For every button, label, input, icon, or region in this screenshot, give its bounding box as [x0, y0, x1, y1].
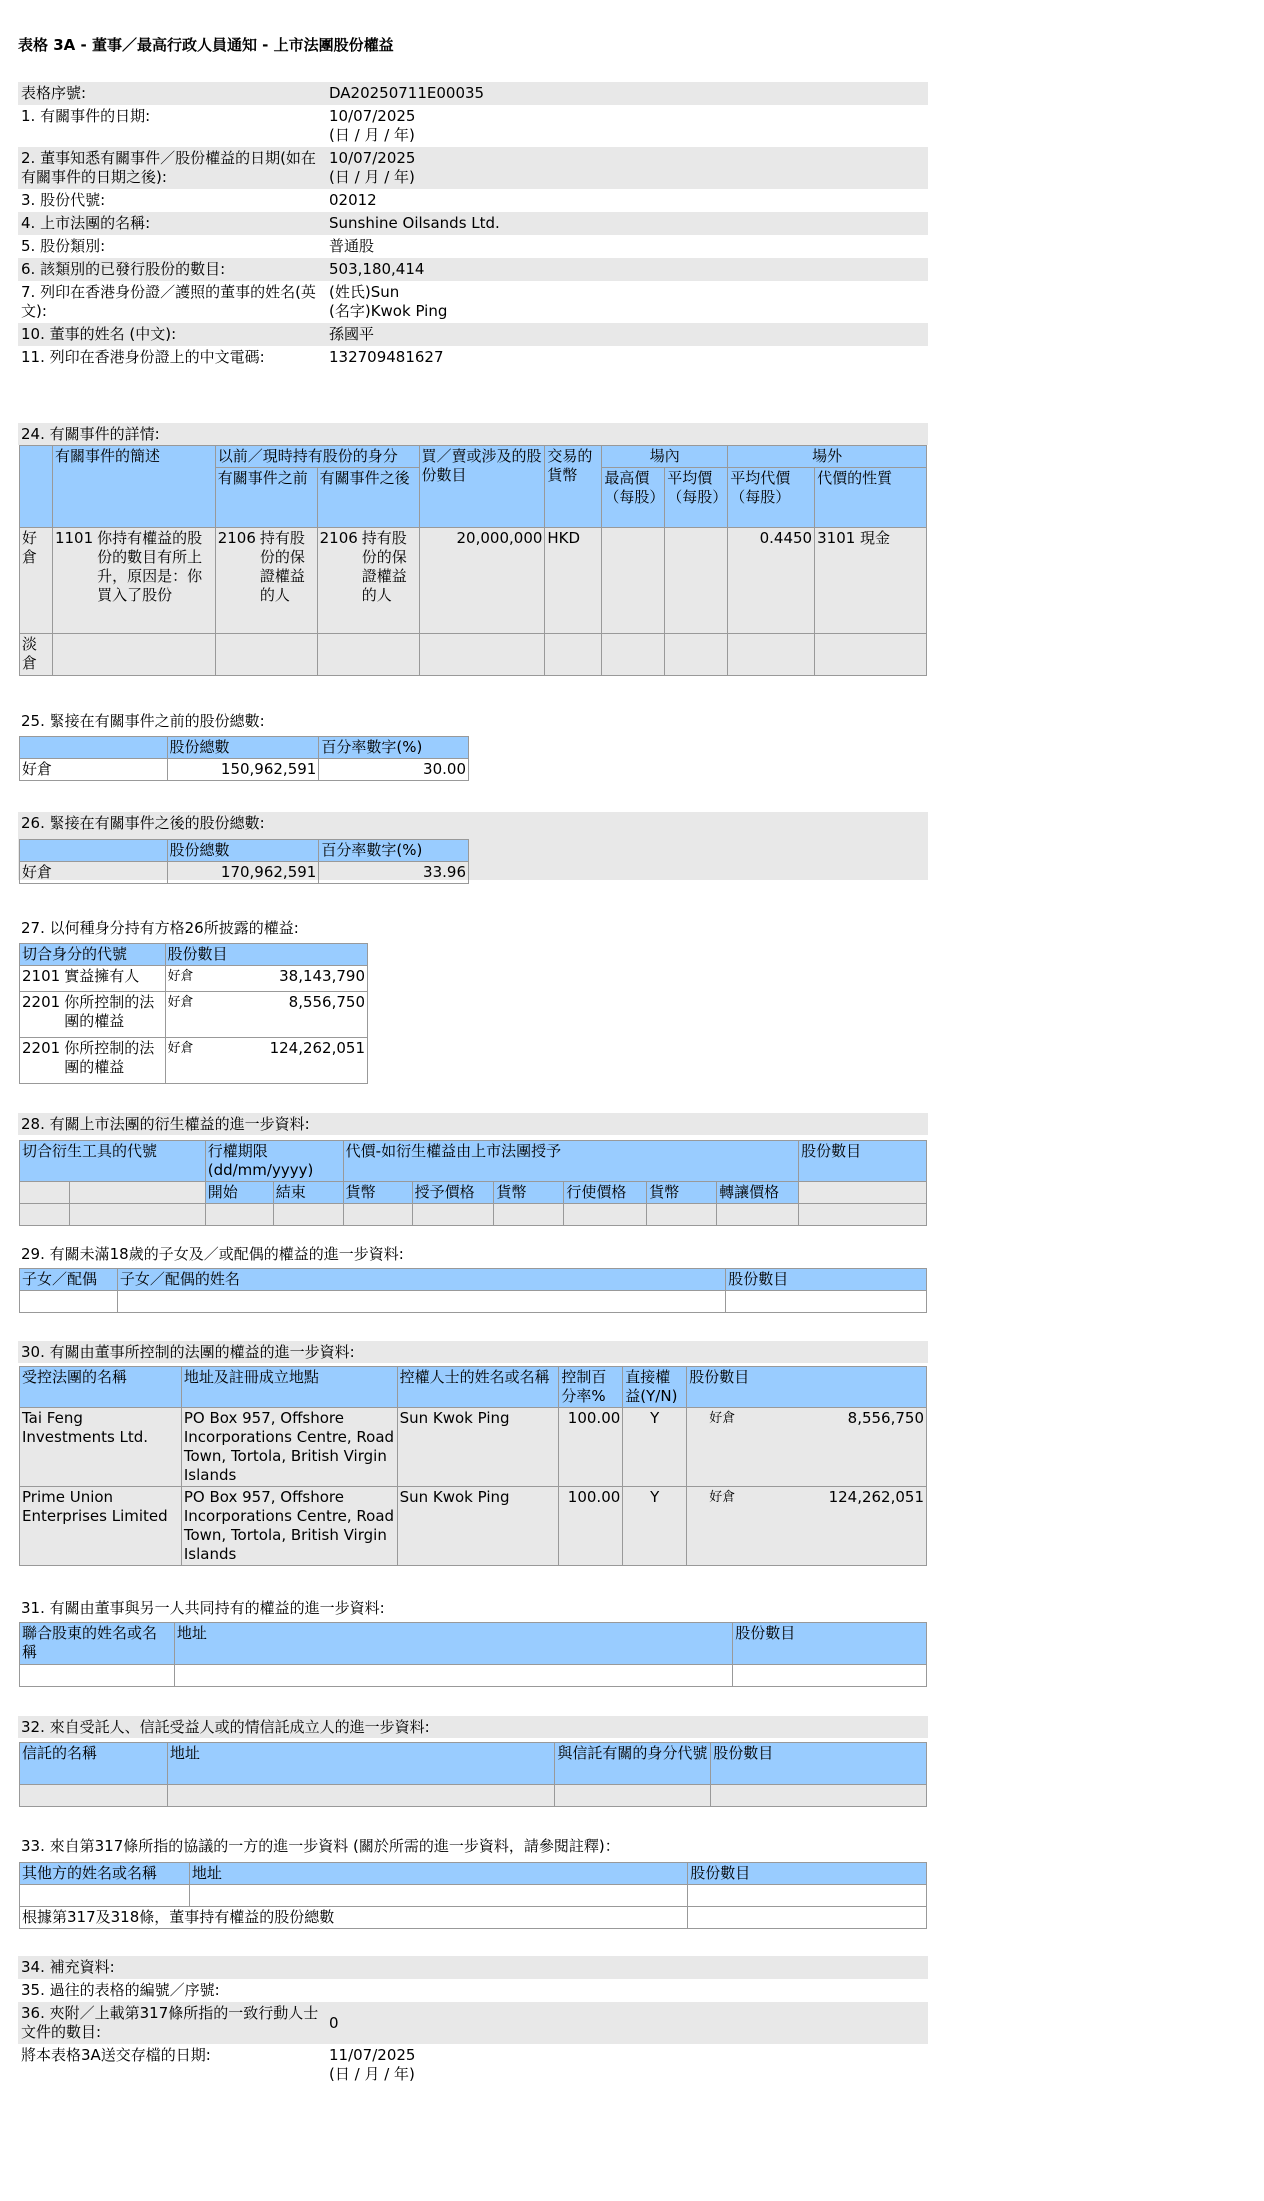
footer-info-table [18, 1956, 928, 2086]
col-derivative-code: 切合衍生工具的代號 [20, 1141, 206, 1182]
col-address: 地址 [174, 1623, 732, 1665]
info-value: 503,180,414 [329, 260, 425, 278]
section-24-heading: 24. 有關事件的詳情: [18, 423, 928, 445]
col-shares: 股份數目 [799, 1141, 927, 1182]
capacity-code: 2201 [22, 993, 61, 1011]
col-relation: 子女／配偶 [20, 1269, 118, 1291]
section-30-table [19, 1366, 927, 1566]
before-code: 2106 [217, 529, 256, 547]
section-27-table [19, 943, 368, 1084]
after-code: 2106 [319, 529, 358, 547]
corp-address: PO Box 957, Offshore Incorporations Centre, Road Town, Tortola, British Virgin Islands [181, 1408, 397, 1487]
capacity-row [20, 966, 368, 992]
section-24-table [19, 445, 927, 676]
col-shares: 股份數目 [688, 1863, 927, 1885]
section-33-table [19, 1862, 927, 1929]
col-off-exchange: 場外 [728, 446, 927, 468]
info-value: 普通股 [329, 237, 375, 255]
info-value [326, 1979, 928, 2002]
col-consideration-nature: 代價的性質 [815, 468, 927, 528]
section-27-heading: 27. 以何種身分持有方格26所披露的權益: [21, 919, 299, 937]
section-31-heading: 31. 有關由董事與另一人共同持有的權益的進一步資料: [21, 1599, 385, 1617]
info-value: DA20250711E00035 [329, 84, 485, 102]
info-value [326, 1956, 928, 1979]
direct-interest: Y [623, 1408, 687, 1487]
event-desc: 你持有權益的股份的數目有所上升，原因是：你買入了股份 [97, 529, 203, 604]
position-label: 好倉 [709, 1411, 736, 1426]
filing-date-value: 11/07/2025 [329, 2046, 416, 2064]
col-after: 有關事件之後 [317, 468, 419, 528]
info-value: 10/07/2025 [329, 149, 416, 167]
average-consideration-value: 0.4450 [728, 528, 815, 634]
position-label: 好倉 [20, 759, 168, 781]
position-label: 好倉 [167, 969, 194, 984]
section-29-heading: 29. 有關未滿18歲的子女及／或配偶的權益的進一步資料: [21, 1245, 404, 1263]
info-row [18, 1956, 928, 1979]
long-position-row [20, 528, 927, 634]
info-value: 孫國平 [329, 325, 375, 343]
info-table [18, 82, 928, 369]
position-label: 好倉 [167, 995, 194, 1010]
col-before: 有關事件之前 [215, 468, 317, 528]
direct-interest: Y [623, 1487, 687, 1566]
position-label: 好倉 [20, 862, 168, 884]
col-shares: 股份數目 [165, 944, 367, 966]
col-capacity-code: 切合身分的代號 [20, 944, 166, 966]
info-label: 2. 董事知悉有關事件／股份權益的日期(如在有關事件的日期之後): [21, 149, 316, 186]
controller-name: Sun Kwok Ping [397, 1408, 559, 1487]
col-event-desc: 有關事件的簡述 [52, 446, 215, 528]
currency-value: HKD [545, 528, 602, 634]
capacity-code: 2101 [22, 967, 61, 985]
col-start: 開始 [205, 1182, 273, 1204]
info-row [18, 2044, 928, 2086]
consideration-nature-value: 3101 現金 [815, 528, 927, 634]
info-row [18, 2002, 928, 2044]
info-label: 34. 補充資料: [21, 1958, 115, 1976]
short-position-row [20, 634, 927, 676]
col-capacity: 以前／現時持有股份的身分 [215, 446, 419, 468]
col-end: 結束 [273, 1182, 343, 1204]
col-shares: 股份數目 [733, 1623, 927, 1665]
corp-address: PO Box 957, Offshore Incorporations Centre, Road Town, Tortola, British Virgin Islands [181, 1487, 397, 1566]
info-row [18, 105, 928, 147]
col-total-shares: 股份總數 [167, 737, 319, 759]
given-name-value: (名字)Kwok Ping [329, 302, 448, 320]
col-percentage: 百分率數字(%) [319, 840, 469, 862]
percentage-value: 30.00 [319, 759, 469, 781]
form-title: 表格 3A - 董事／最高行政人員通知 - 上市法團股份權益 [18, 36, 394, 54]
info-label: 4. 上市法團的名稱: [21, 214, 151, 232]
col-percentage: 百分率數字(%) [319, 737, 469, 759]
info-row [18, 82, 928, 105]
position-label: 淡倉 [20, 634, 53, 676]
section-30-heading: 30. 有關由董事所控制的法團的權益的進一步資料: [18, 1341, 928, 1363]
col-address: 地址 [167, 1743, 555, 1785]
info-row [18, 281, 928, 323]
col-corporation: 受控法團的名稱 [20, 1367, 182, 1408]
date-format-note: (日 / 月 / 年) [329, 2065, 415, 2083]
col-address: 地址及註冊成立地點 [181, 1367, 397, 1408]
col-on-exchange: 場內 [602, 446, 728, 468]
info-value: 132709481627 [329, 348, 444, 366]
col-average-price: 平均價（每股） [665, 468, 728, 528]
section-26-heading: 26. 緊接在有關事件之後的股份總數: [21, 814, 265, 832]
section-32-table [19, 1742, 927, 1807]
col-direct-interest: 直接權益(Y/N) [623, 1367, 687, 1408]
after-desc: 持有股份的保證權益的人 [361, 529, 407, 604]
info-row [18, 346, 928, 369]
date-format-note: (日 / 月 / 年) [329, 168, 415, 186]
position-label: 好倉 [20, 528, 53, 634]
col-joint-holder: 聯合股東的姓名或名稱 [20, 1623, 175, 1665]
before-desc: 持有股份的保證權益的人 [259, 529, 305, 604]
section-25-heading: 25. 緊接在有關事件之前的股份總數: [21, 712, 265, 730]
info-label: 表格序號: [21, 84, 87, 102]
col-control-pct: 控制百分率% [559, 1367, 623, 1408]
section-33-heading: 33. 來自第317條所指的協議的一方的進一步資料 (關於所需的進一步資料，請參閱註釋)： [21, 1837, 620, 1855]
info-label: 11. 列印在香港身份證上的中文電碼: [21, 348, 265, 366]
col-shares: 股份數目 [687, 1367, 927, 1408]
control-pct: 100.00 [559, 1408, 623, 1487]
corp-name: Prime Union Enterprises Limited [20, 1487, 182, 1566]
col-trust-name: 信託的名稱 [20, 1743, 168, 1785]
col-grant-price: 授予價格 [412, 1182, 494, 1204]
info-row [18, 189, 928, 212]
corp-name: Tai Feng Investments Ltd. [20, 1408, 182, 1487]
capacity-code: 2201 [22, 1039, 61, 1057]
col-currency: 交易的貨幣 [545, 446, 602, 528]
col-total-shares: 股份總數 [167, 840, 319, 862]
col-currency: 貨幣 [647, 1182, 717, 1204]
info-label: 35. 過往的表格的編號／序號: [21, 1981, 220, 1999]
col-shares: 買／賣或涉及的股份數目 [419, 446, 545, 528]
info-row [18, 258, 928, 281]
col-transfer-price: 轉讓價格 [717, 1182, 799, 1204]
info-label: 10. 董事的姓名 (中文): [21, 325, 177, 343]
capacity-row [20, 1038, 368, 1084]
col-name: 子女／配偶的姓名 [117, 1269, 725, 1291]
event-code: 1101 [54, 529, 94, 547]
position-label: 好倉 [709, 1490, 736, 1505]
info-label: 7. 列印在香港身份證／護照的董事的姓名(英文): [21, 283, 316, 320]
total-shares-value: 170,962,591 [167, 862, 319, 884]
col-highest-price: 最高價（每股） [602, 468, 665, 528]
col-address: 地址 [189, 1863, 687, 1885]
info-row [18, 147, 928, 189]
col-controller: 控權人士的姓名或名稱 [397, 1367, 559, 1408]
capacity-desc: 實益擁有人 [64, 967, 140, 985]
section-32-heading: 32. 來自受託人、信託受益人或的情信託成立人的進一步資料: [18, 1716, 928, 1738]
section-26-table [19, 839, 469, 884]
shares-value: 124,262,051 [269, 1039, 365, 1057]
info-label: 36. 夾附／上載第317條所指的一致行動人士文件的數目: [21, 2004, 319, 2041]
col-consideration: 代價-如衍生權益由上市法團授予 [343, 1141, 798, 1182]
control-pct: 100.00 [559, 1487, 623, 1566]
col-currency: 貨幣 [343, 1182, 412, 1204]
capacity-desc: 你所控制的法團的權益 [64, 993, 155, 1030]
capacity-desc: 你所控制的法團的權益 [64, 1039, 155, 1076]
surname-value: (姓氏)Sun [329, 283, 400, 301]
shares-value: 124,262,051 [828, 1488, 924, 1506]
controlled-corp-row [20, 1408, 927, 1487]
shares-value: 20,000,000 [419, 528, 545, 634]
info-value: 0 [329, 2013, 339, 2032]
date-format-note: (日 / 月 / 年) [329, 126, 415, 144]
info-row [18, 212, 928, 235]
section-31-table [19, 1622, 927, 1687]
col-shares: 股份數目 [711, 1743, 927, 1785]
section-29-table [19, 1268, 927, 1313]
capacity-row [20, 992, 368, 1038]
percentage-value: 33.96 [319, 862, 469, 884]
shares-value: 8,556,750 [288, 993, 365, 1011]
info-value: Sunshine Oilsands Ltd. [329, 214, 500, 232]
col-exercise-price: 行使價格 [564, 1182, 647, 1204]
section-28-table [19, 1140, 927, 1226]
position-label: 好倉 [167, 1041, 194, 1056]
info-label: 5. 股份類別: [21, 237, 106, 255]
col-currency: 貨幣 [494, 1182, 564, 1204]
col-shares: 股份數目 [726, 1269, 927, 1291]
total-shares-value: 150,962,591 [167, 759, 319, 781]
col-trust-capacity: 與信託有關的身分代號 [555, 1743, 711, 1785]
col-other-party: 其他方的姓名或名稱 [20, 1863, 190, 1885]
info-label: 6. 該類別的已發行股份的數目: [21, 260, 226, 278]
info-label: 3. 股份代號: [21, 191, 106, 209]
info-label: 將本表格3A送交存檔的日期: [21, 2046, 211, 2064]
controlled-corp-row [20, 1487, 927, 1566]
section-28-heading: 28. 有關上市法團的衍生權益的進一步資料: [18, 1113, 928, 1135]
info-row [18, 323, 928, 346]
section-25-table [19, 736, 469, 781]
info-row [18, 235, 928, 258]
col-average-consideration: 平均代價（每股） [728, 468, 815, 528]
shares-value: 38,143,790 [279, 967, 365, 985]
controller-name: Sun Kwok Ping [397, 1487, 559, 1566]
info-label: 1. 有關事件的日期: [21, 107, 151, 125]
total-shares-label: 根據第317及318條，董事持有權益的股份總數 [20, 1907, 688, 1929]
info-row [18, 1979, 928, 2002]
info-value: 10/07/2025 [329, 107, 416, 125]
col-exercise-period: 行權期限(dd/mm/yyyy) [205, 1141, 343, 1182]
shares-value: 8,556,750 [847, 1409, 924, 1427]
info-value: 02012 [329, 191, 377, 209]
